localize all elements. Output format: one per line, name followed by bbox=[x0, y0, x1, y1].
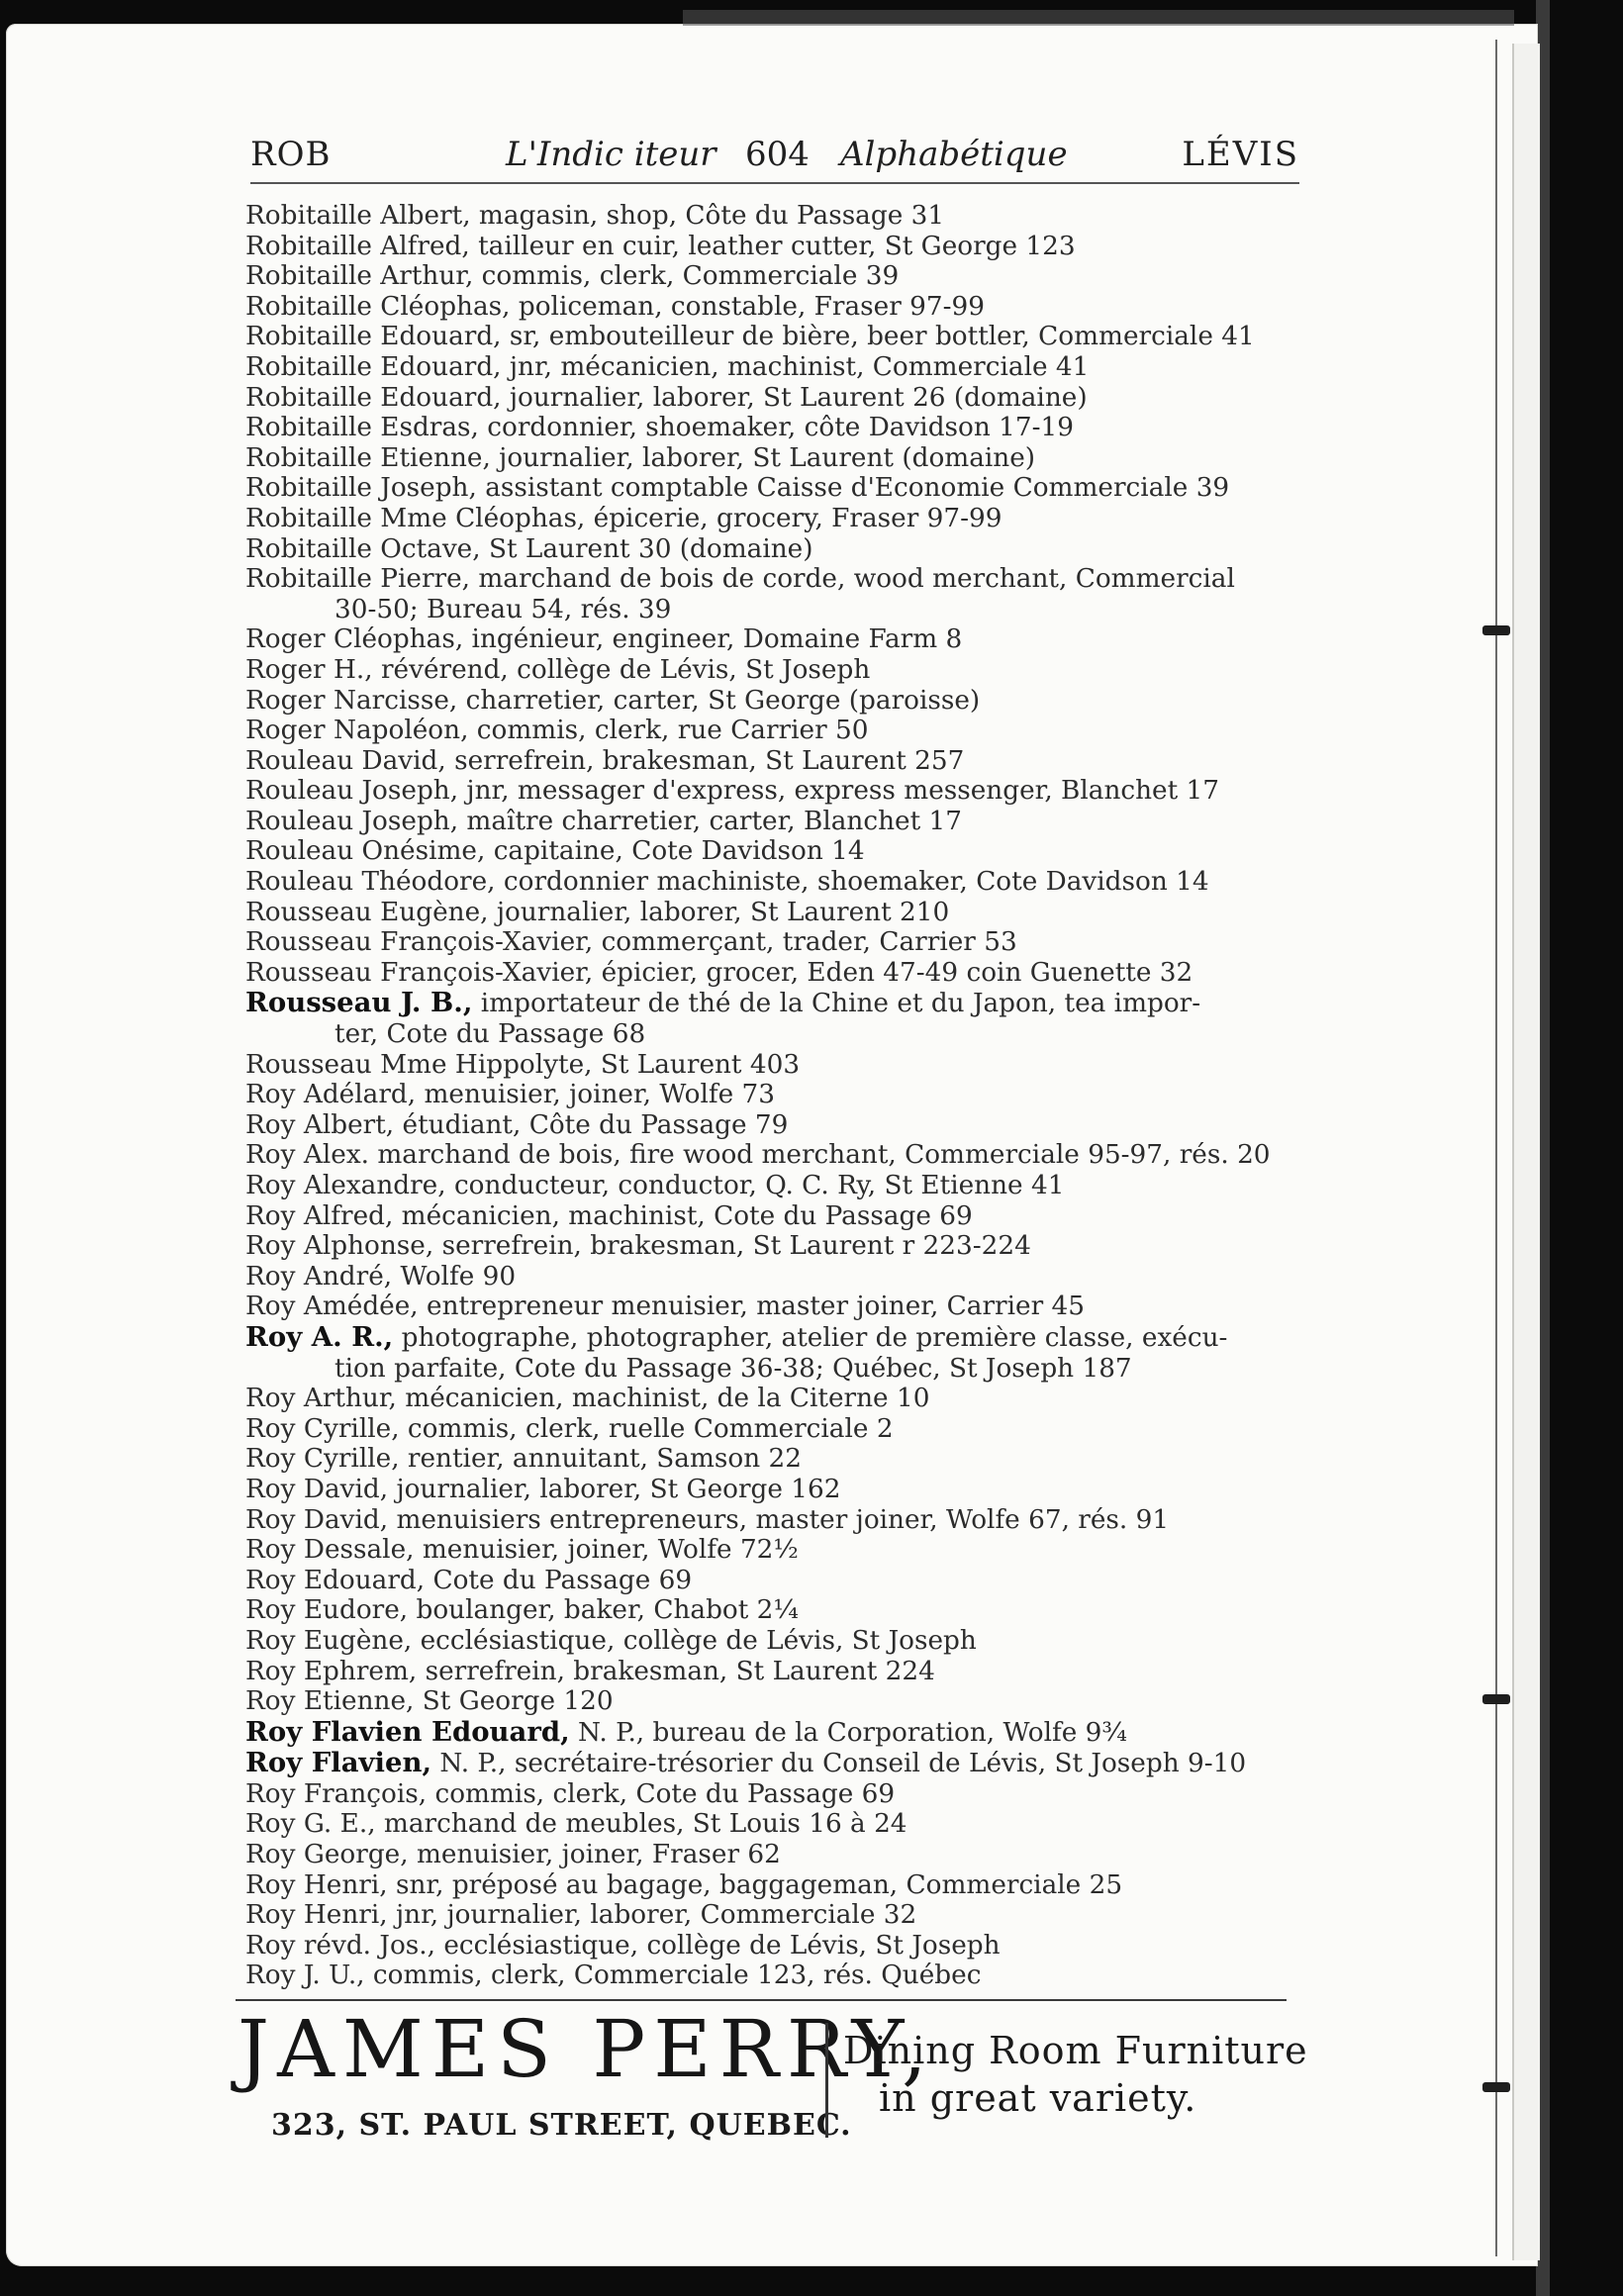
entry-details: Alfred, mécanicien, machinist, Cote du Passage 69 bbox=[295, 1200, 973, 1231]
entry-surname: Rousseau bbox=[245, 957, 372, 988]
header-town: LÉVIS bbox=[1182, 135, 1299, 174]
directory-entry bbox=[245, 988, 1314, 1049]
entry-surname: Robitaille bbox=[245, 564, 372, 595]
entry-continuation: tion parfaite, Cote du Passage 36-38; Québec, St Joseph 187 bbox=[334, 1353, 1132, 1384]
entry-surname: Roy bbox=[245, 1961, 296, 1991]
entry-details: Edouard, jnr, mécanicien, machinist, Commerciale 41 bbox=[371, 351, 1090, 382]
entry-surname: Roy bbox=[245, 1535, 296, 1566]
directory-entry bbox=[245, 1779, 1314, 1810]
advertisement-tagline bbox=[843, 2027, 1308, 2122]
directory-entry bbox=[245, 383, 1314, 414]
directory-entry bbox=[245, 836, 1314, 867]
entry-surname: Robitaille bbox=[245, 533, 372, 564]
entry-surname: Roy bbox=[245, 1200, 296, 1231]
entry-surname: Roy bbox=[245, 1625, 296, 1656]
entry-surname: Robitaille bbox=[245, 382, 372, 413]
entry-details: Eugène, ecclésiastique, collège de Lévis, St Joseph bbox=[295, 1625, 977, 1656]
directory-entry bbox=[245, 1292, 1314, 1322]
entry-surname: Roy bbox=[245, 1930, 296, 1961]
entry-surname: Roy bbox=[245, 1474, 296, 1504]
entry-surname: Robitaille bbox=[245, 442, 372, 473]
entry-surname: Roy bbox=[245, 1413, 296, 1444]
directory-entry bbox=[245, 1840, 1314, 1870]
entry-surname: Roy bbox=[245, 1900, 296, 1931]
entry-continuation: 30-50; Bureau 54, rés. 39 bbox=[334, 594, 672, 624]
entry-details: Arthur, commis, clerk, Commerciale 39 bbox=[371, 261, 900, 292]
directory-entry bbox=[245, 898, 1314, 928]
entry-details: Théodore, cordonnier machiniste, shoemaker, Cote Davidson 14 bbox=[353, 867, 1209, 898]
entry-details: François-Xavier, épicier, grocer, Eden 47-49 coin Guenette 32 bbox=[371, 957, 1193, 988]
directory-entry bbox=[245, 1444, 1314, 1475]
entry-surname: Roy Flavien, bbox=[245, 1747, 432, 1779]
directory-entry bbox=[245, 1384, 1314, 1414]
advertiser-address: 323, ST. PAUL STREET, QUEBEC. bbox=[271, 2108, 852, 2143]
directory-entry bbox=[245, 1231, 1314, 1262]
page-header bbox=[250, 133, 1299, 184]
entry-surname: Roy bbox=[245, 1656, 296, 1686]
directory-entry bbox=[245, 1870, 1314, 1901]
tagline-line-1: Dining Room Furniture bbox=[843, 2029, 1308, 2072]
entry-details: Alex. marchand de bois, fire wood merchant, Commerciale 95-97, rés. 20 bbox=[295, 1140, 1271, 1171]
entry-surname: Rouleau bbox=[245, 806, 354, 836]
entry-details: Eudore, boulanger, baker, Chabot 2¼ bbox=[295, 1595, 799, 1626]
advertiser-name: JAMES PERRY, bbox=[238, 2003, 935, 2095]
entry-details: importateur de thé de la Chine et du Japon, tea impor- bbox=[472, 989, 1201, 1019]
entry-surname: Rousseau J. B., bbox=[245, 987, 473, 1019]
entry-surname: Robitaille bbox=[245, 261, 372, 292]
entry-surname: Roy bbox=[245, 1778, 296, 1809]
directory-entry bbox=[245, 655, 1314, 686]
entry-details: Joseph, assistant comptable Caisse d'Economie Commerciale 39 bbox=[371, 473, 1230, 504]
entry-surname: Robitaille bbox=[245, 413, 372, 443]
entry-details: Cyrille, commis, clerk, ruelle Commerciale 2 bbox=[295, 1413, 894, 1444]
entry-details: Etienne, St George 120 bbox=[295, 1686, 614, 1717]
directory-entry bbox=[245, 1626, 1314, 1657]
entry-details: Napoléon, commis, clerk, rue Carrier 50 bbox=[325, 716, 869, 746]
entry-surname: Roy bbox=[245, 1384, 296, 1414]
directory-entry bbox=[245, 534, 1314, 565]
directory-entry bbox=[245, 1595, 1314, 1626]
directory-entry bbox=[245, 1717, 1314, 1749]
entry-details: André, Wolfe 90 bbox=[295, 1261, 517, 1292]
entry-surname: Robitaille bbox=[245, 231, 372, 261]
entry-details: David, menuisiers entrepreneurs, master joiner, Wolfe 67, rés. 91 bbox=[295, 1504, 1170, 1535]
entry-surname: Roy bbox=[245, 1595, 296, 1626]
advertisement-divider bbox=[236, 1999, 1287, 2001]
entry-details: Pierre, marchand de bois de corde, wood merchant, Commercial bbox=[371, 564, 1235, 595]
directory-entry bbox=[245, 504, 1314, 534]
entry-surname: Rouleau bbox=[245, 867, 354, 898]
entry-details: Cléophas, policeman, constable, Fraser 97-99 bbox=[371, 291, 985, 322]
entry-details: Cléophas, ingénieur, engineer, Domaine Farm 8 bbox=[325, 624, 963, 655]
entry-details: révd. Jos., ecclésiastique, collège de Lévis, St Joseph bbox=[295, 1930, 1001, 1961]
binding-stitch bbox=[1482, 2082, 1510, 2092]
page-edge bbox=[1512, 44, 1540, 2260]
directory-entry bbox=[245, 1505, 1314, 1536]
entry-surname: Roy A. R., bbox=[245, 1320, 394, 1353]
entry-details: François-Xavier, commerçant, trader, Carrier 53 bbox=[371, 927, 1017, 958]
entry-details: Mme Cléophas, épicerie, grocery, Fraser 97-99 bbox=[371, 503, 1002, 533]
directory-entries bbox=[245, 201, 1314, 1991]
entry-details: Alfred, tailleur en cuir, leather cutter, St George 123 bbox=[371, 231, 1076, 261]
directory-entry bbox=[245, 1414, 1314, 1445]
header-section-code: ROB bbox=[250, 135, 332, 174]
directory-entry bbox=[245, 716, 1314, 746]
entry-details: J. U., commis, clerk, Commerciale 123, rés. Québec bbox=[295, 1961, 982, 1991]
entry-details: Eugène, journalier, laborer, St Laurent 210 bbox=[371, 897, 950, 927]
directory-entry bbox=[245, 1140, 1314, 1171]
entry-details: Mme Hippolyte, St Laurent 403 bbox=[371, 1049, 801, 1080]
directory-entry bbox=[245, 1535, 1314, 1566]
entry-surname: Robitaille bbox=[245, 201, 372, 231]
entry-details: H., révérend, collège de Lévis, St Joseph bbox=[325, 654, 871, 685]
entry-details: Ephrem, serrefrein, brakesman, St Laurent 224 bbox=[295, 1656, 935, 1686]
entry-details: N. P., secrétaire-trésorier du Conseil de Lévis, St Joseph 9-10 bbox=[431, 1749, 1247, 1779]
entry-surname: Roy Flavien Edouard, bbox=[245, 1715, 570, 1748]
entry-surname: Robitaille bbox=[245, 351, 372, 382]
entry-details: Onésime, capitaine, Cote Davidson 14 bbox=[353, 836, 865, 867]
directory-entry bbox=[245, 776, 1314, 807]
entry-details: George, menuisier, joiner, Fraser 62 bbox=[295, 1840, 781, 1870]
directory-entry bbox=[245, 201, 1314, 232]
page-number: 604 bbox=[745, 135, 810, 174]
brace-mark bbox=[825, 2023, 838, 2138]
entry-surname: Roger bbox=[245, 654, 326, 685]
directory-entry bbox=[245, 564, 1314, 624]
entry-surname: Roy bbox=[245, 1444, 296, 1475]
tagline-line-2: in great variety. bbox=[879, 2076, 1197, 2120]
entry-surname: Roy bbox=[245, 1140, 296, 1171]
entry-details: Alphonse, serrefrein, brakesman, St Laurent r 223-224 bbox=[295, 1231, 1031, 1262]
entry-surname: Roy bbox=[245, 1809, 296, 1840]
binding-stitch bbox=[1482, 625, 1510, 635]
entry-surname: Robitaille bbox=[245, 503, 372, 533]
entry-surname: Robitaille bbox=[245, 473, 372, 504]
entry-surname: Roger bbox=[245, 685, 326, 716]
entry-details: Amédée, entrepreneur menuisier, master joiner, Carrier 45 bbox=[295, 1292, 1085, 1322]
header-title-first: L'Indic iteur bbox=[506, 135, 716, 174]
directory-entry bbox=[245, 473, 1314, 504]
entry-details: Octave, St Laurent 30 (domaine) bbox=[371, 533, 813, 564]
entry-surname: Roy bbox=[245, 1109, 296, 1140]
directory-entry bbox=[245, 746, 1314, 777]
entry-details: Edouard, sr, embouteilleur de bière, beer bottler, Commerciale 41 bbox=[371, 322, 1255, 352]
directory-entry bbox=[245, 352, 1314, 383]
directory-entry bbox=[245, 1931, 1314, 1961]
entry-surname: Robitaille bbox=[245, 291, 372, 322]
entry-details: Henri, jnr, journalier, laborer, Commerciale 32 bbox=[295, 1900, 917, 1931]
entry-surname: Roy bbox=[245, 1261, 296, 1292]
directory-entry bbox=[245, 1201, 1314, 1232]
entry-details: Etienne, journalier, laborer, St Laurent (domaine) bbox=[371, 442, 1036, 473]
entry-surname: Rousseau bbox=[245, 927, 372, 958]
entry-surname: Rouleau bbox=[245, 836, 354, 867]
directory-entry bbox=[245, 1748, 1314, 1779]
directory-entry bbox=[245, 624, 1314, 655]
directory-entry bbox=[245, 1566, 1314, 1596]
directory-entry bbox=[245, 322, 1314, 352]
entry-surname: Roger bbox=[245, 716, 326, 746]
entry-surname: Rouleau bbox=[245, 776, 354, 807]
entry-details: Esdras, cordonnier, shoemaker, côte Davidson 17-19 bbox=[371, 413, 1074, 443]
directory-entry bbox=[245, 927, 1314, 958]
entry-details: Arthur, mécanicien, machinist, de la Citerne 10 bbox=[295, 1384, 930, 1414]
entry-surname: Roy bbox=[245, 1171, 296, 1200]
directory-entry bbox=[245, 261, 1314, 292]
directory-entry bbox=[245, 1657, 1314, 1687]
directory-entry bbox=[245, 807, 1314, 837]
directory-entry bbox=[245, 1322, 1314, 1384]
directory-entry bbox=[245, 413, 1314, 443]
directory-entry bbox=[245, 1900, 1314, 1931]
directory-entry bbox=[245, 1080, 1314, 1110]
directory-entry bbox=[245, 1961, 1314, 1991]
directory-entry bbox=[245, 232, 1314, 262]
entry-details: Edouard, Cote du Passage 69 bbox=[295, 1565, 693, 1595]
binding-thread bbox=[1495, 40, 1497, 2256]
entry-surname: Roy bbox=[245, 1504, 296, 1535]
entry-details: David, serrefrein, brakesman, St Laurent 257 bbox=[353, 745, 965, 776]
scan-edge-shadow bbox=[683, 10, 1514, 26]
entry-details: Narcisse, charretier, carter, St George (paroisse) bbox=[325, 685, 981, 716]
entry-surname: Rousseau bbox=[245, 1049, 372, 1080]
entry-details: Albert, étudiant, Côte du Passage 79 bbox=[295, 1109, 789, 1140]
entry-continuation: ter, Cote du Passage 68 bbox=[334, 1019, 646, 1050]
entry-details: Adélard, menuisier, joiner, Wolfe 73 bbox=[295, 1080, 776, 1110]
directory-entry bbox=[245, 1262, 1314, 1292]
entry-surname: Roger bbox=[245, 624, 326, 655]
entry-surname: Roy bbox=[245, 1231, 296, 1262]
directory-entry bbox=[245, 1475, 1314, 1505]
directory-entry bbox=[245, 1171, 1314, 1201]
entry-surname: Rouleau bbox=[245, 745, 354, 776]
entry-details: N. P., bureau de la Corporation, Wolfe 9¾ bbox=[569, 1717, 1127, 1748]
header-title-second: Alphabétique bbox=[840, 135, 1068, 174]
directory-entry bbox=[245, 686, 1314, 717]
entry-details: Dessale, menuisier, joiner, Wolfe 72½ bbox=[295, 1535, 799, 1566]
directory-entry bbox=[245, 867, 1314, 898]
entry-details: Edouard, journalier, laborer, St Laurent 26 (domaine) bbox=[371, 382, 1088, 413]
directory-entry bbox=[245, 1110, 1314, 1141]
entry-details: David, journalier, laborer, St George 162 bbox=[295, 1474, 841, 1504]
entry-surname: Rousseau bbox=[245, 897, 372, 927]
entry-surname: Roy bbox=[245, 1686, 296, 1717]
entry-details: Cyrille, rentier, annuitant, Samson 22 bbox=[295, 1444, 803, 1475]
directory-entry bbox=[245, 443, 1314, 474]
entry-details: photographe, photographer, atelier de première classe, exécu- bbox=[393, 1322, 1228, 1353]
directory-entry bbox=[245, 292, 1314, 323]
entry-details: Joseph, jnr, messager d'express, express messenger, Blanchet 17 bbox=[353, 776, 1220, 807]
entry-surname: Roy bbox=[245, 1840, 296, 1870]
directory-entry bbox=[245, 1050, 1314, 1081]
entry-details: G. E., marchand de meubles, St Louis 16 à 24 bbox=[295, 1809, 907, 1840]
entry-details: François, commis, clerk, Cote du Passage 69 bbox=[295, 1778, 896, 1809]
entry-surname: Robitaille bbox=[245, 322, 372, 352]
entry-details: Joseph, maître charretier, carter, Blanchet 17 bbox=[353, 806, 962, 836]
directory-entry bbox=[245, 958, 1314, 989]
entry-surname: Roy bbox=[245, 1869, 296, 1900]
binding-stitch bbox=[1482, 1694, 1510, 1704]
entry-surname: Roy bbox=[245, 1292, 296, 1322]
entry-details: Henri, snr, préposé au bagage, baggageman, Commerciale 25 bbox=[295, 1869, 1123, 1900]
directory-entry bbox=[245, 1809, 1314, 1840]
entry-details: Albert, magasin, shop, Côte du Passage 31 bbox=[371, 201, 945, 231]
entry-surname: Roy bbox=[245, 1565, 296, 1595]
entry-surname: Roy bbox=[245, 1080, 296, 1110]
entry-details: Alexandre, conducteur, conductor, Q. C. Ry, St Etienne 41 bbox=[295, 1171, 1065, 1200]
directory-entry bbox=[245, 1686, 1314, 1717]
